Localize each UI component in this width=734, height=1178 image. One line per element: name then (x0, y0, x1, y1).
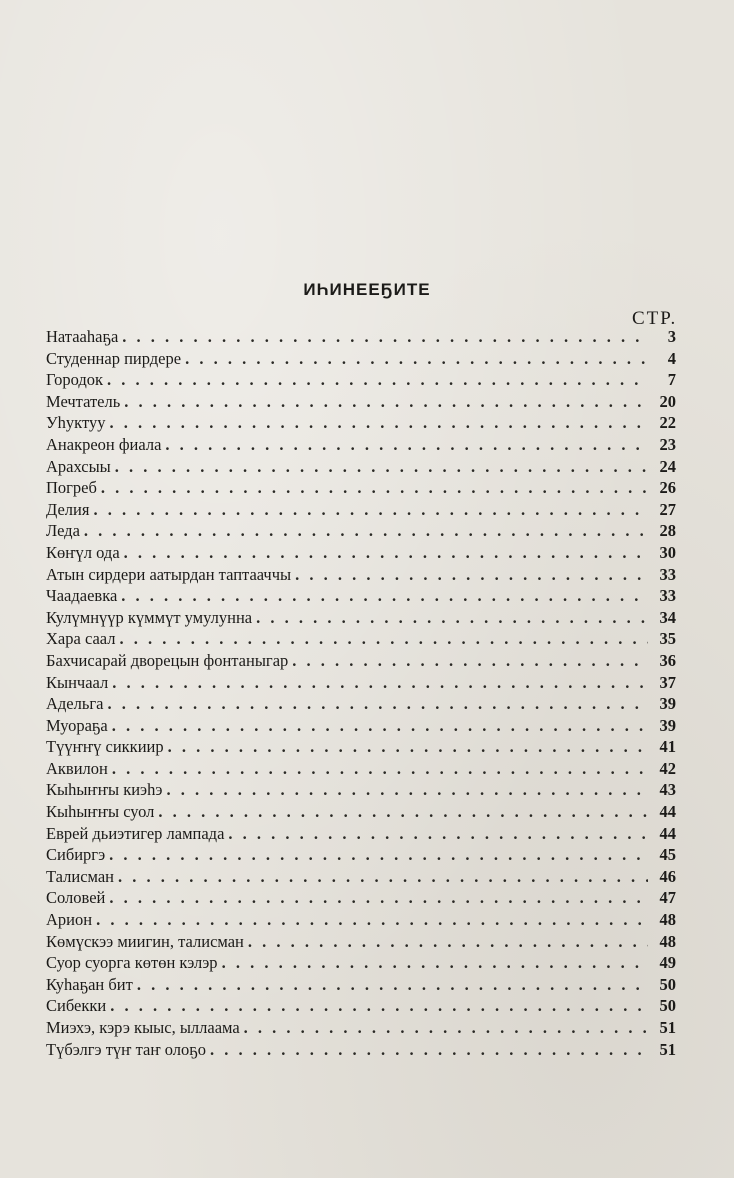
toc-entry-page-number: 39 (659, 694, 676, 714)
toc-entry (46, 866, 676, 888)
toc-entry (46, 542, 676, 564)
toc-entry (46, 499, 676, 521)
toc-entry-page-number: 34 (659, 607, 676, 627)
toc-entry-title: Атын сирдери аатырдан таптааччы (46, 564, 292, 584)
dot-leader (248, 931, 648, 953)
contents-heading: ИҺИНЕЕҔИТЕ (303, 280, 431, 299)
dot-leader (93, 499, 648, 521)
toc-entry-title: Мечтатель (46, 391, 121, 411)
toc-entry (46, 650, 676, 672)
dot-leader (112, 715, 648, 737)
toc-entry (46, 715, 676, 737)
toc-entry (46, 564, 676, 586)
toc-entry-page-number: 23 (659, 434, 676, 454)
toc-entry-page-number: 20 (659, 391, 676, 411)
toc-entry (46, 369, 676, 391)
dot-leader (228, 823, 648, 845)
toc-entry (46, 952, 676, 974)
dot-leader (121, 585, 648, 607)
toc-entry-page-number: 28 (659, 521, 676, 541)
toc-entry (46, 456, 676, 478)
toc-entry-title: Муораҕа (46, 715, 108, 735)
toc-entry-page-number: 33 (659, 564, 676, 584)
toc-entry (46, 779, 676, 801)
toc-entry (46, 672, 676, 694)
page-column-label: СТР. (632, 308, 678, 329)
toc-entry-title: Миэхэ, кэрэ кыыс, ыллаама (46, 1018, 240, 1037)
dot-leader (109, 887, 648, 909)
toc-entry-page-number: 30 (659, 542, 676, 562)
dot-leader (256, 607, 648, 629)
dot-leader (118, 866, 648, 888)
toc-entry-page-number: 45 (659, 845, 676, 865)
dot-leader (109, 844, 648, 866)
toc-entry-page-number: 36 (659, 650, 676, 670)
toc-entry-title: Погреб (46, 478, 97, 498)
toc-entry-title: Талисман (46, 866, 115, 886)
dot-leader (109, 412, 648, 434)
table-of-contents (46, 326, 676, 1060)
toc-entry (46, 412, 676, 434)
toc-entry-page-number: 27 (659, 499, 676, 519)
toc-entry-page-number: 24 (659, 456, 676, 476)
toc-entry-page-number: 51 (659, 1018, 676, 1037)
toc-entry-page-number: 39 (659, 715, 676, 735)
toc-entry-title: Хара саал (46, 629, 116, 649)
toc-entry-title: Арахсыы (46, 456, 111, 476)
dot-leader (122, 326, 648, 348)
toc-entry-title: Делия (46, 499, 90, 519)
dot-leader (124, 391, 648, 413)
dot-leader (107, 693, 648, 715)
toc-entry-title: Чаадаевка (46, 586, 118, 606)
toc-entry (46, 736, 676, 758)
toc-entry-title: Студеннар пирдере (46, 348, 182, 368)
dot-leader (107, 369, 648, 391)
toc-entry-page-number: 37 (659, 672, 676, 692)
toc-entry-page-number: 42 (659, 758, 676, 778)
toc-entry-page-number: 41 (659, 737, 676, 757)
dot-leader (137, 974, 648, 996)
dot-leader (210, 1039, 648, 1061)
toc-entry-page-number: 48 (659, 910, 676, 930)
dot-leader (110, 995, 648, 1017)
toc-entry-title: Соловей (46, 888, 106, 908)
dot-leader (84, 520, 648, 542)
toc-entry-title: Леда (46, 521, 80, 541)
dot-leader (120, 628, 649, 650)
dot-leader (112, 672, 648, 694)
toc-entry-title: Сибекки (46, 996, 107, 1016)
toc-entry-page-number: 50 (659, 996, 676, 1016)
toc-entry-title: Уһуктуу (46, 413, 106, 433)
dot-leader (112, 758, 648, 780)
toc-entry-page-number: 3 (667, 327, 676, 346)
toc-entry-title: Түүҥҥү сиккиир (46, 737, 164, 757)
toc-entry-page-number: 7 (667, 370, 676, 390)
toc-entry (46, 995, 676, 1017)
toc-entry (46, 628, 676, 650)
toc-entry-page-number: 44 (659, 823, 676, 843)
toc-entry-page-number: 48 (659, 931, 676, 951)
dot-leader (244, 1017, 648, 1039)
toc-entry (46, 607, 676, 629)
toc-entry (46, 909, 676, 931)
dot-leader (185, 348, 648, 370)
toc-entry-page-number: 35 (659, 629, 676, 649)
toc-entry-title: Городок (46, 370, 104, 390)
toc-entry (46, 326, 676, 348)
toc-entry-title: Кулүмнүүр күммүт умулунна (46, 607, 253, 627)
dot-leader (222, 952, 648, 974)
toc-entry-title: Анакреон фиала (46, 434, 162, 454)
dot-leader (168, 736, 648, 758)
toc-entry-page-number: 47 (659, 888, 676, 908)
dot-leader (165, 434, 648, 456)
dot-leader (115, 456, 648, 478)
toc-entry-title: Еврей дьиэтигер лампада (46, 823, 225, 843)
toc-entry (46, 887, 676, 909)
toc-entry-page-number: 51 (659, 1039, 676, 1059)
toc-entry-page-number: 4 (667, 348, 676, 368)
toc-entry (46, 520, 676, 542)
toc-entry-title: Адельга (46, 694, 104, 714)
toc-entry (46, 348, 676, 370)
toc-entry (46, 931, 676, 953)
toc-entry-page-number: 50 (659, 974, 676, 994)
toc-entry (46, 585, 676, 607)
toc-entry-title: Бахчисарай дворецын фонтаныгар (46, 650, 289, 670)
toc-entry-page-number: 26 (659, 478, 676, 498)
dot-leader (96, 909, 648, 931)
dot-leader (101, 477, 648, 499)
toc-entry-page-number: 43 (659, 780, 676, 800)
toc-entry-title: Көмүскээ миигин, талисман (46, 931, 244, 951)
toc-entry-title: Куһаҕан бит (46, 974, 133, 994)
toc-entry-page-number: 49 (659, 953, 676, 973)
toc-entry-title: Көҥүл ода (46, 542, 120, 562)
toc-entry (46, 477, 676, 499)
toc-entry (46, 693, 676, 715)
toc-entry-title: Арион (46, 910, 93, 930)
dot-leader (292, 650, 648, 672)
toc-entry (46, 758, 676, 780)
toc-entry-title: Кыһыҥҥы суол (46, 802, 155, 822)
toc-entry-page-number: 22 (659, 413, 676, 433)
toc-entry-page-number: 46 (659, 866, 676, 886)
toc-entry (46, 844, 676, 866)
toc-entry-page-number: 44 (659, 802, 676, 822)
dot-leader (158, 801, 648, 823)
dot-leader (166, 779, 648, 801)
toc-entry (46, 434, 676, 456)
toc-entry-title: Сибиргэ (46, 845, 106, 865)
toc-entry-title: Аквилон (46, 758, 108, 778)
toc-entry-title: Натааһаҕа (46, 327, 119, 346)
toc-entry (46, 801, 676, 823)
toc-entry-title: Суор суорга көтөн кэлэр (46, 953, 218, 973)
toc-entry-title: Кынчаал (46, 672, 109, 692)
toc-entry-title: Кыһыҥҥы киэһэ (46, 780, 163, 800)
toc-entry (46, 391, 676, 413)
toc-entry (46, 1039, 676, 1061)
toc-entry (46, 823, 676, 845)
toc-entry (46, 974, 676, 996)
dot-leader (295, 564, 648, 586)
dot-leader (124, 542, 648, 564)
toc-entry-title: Түбэлгэ түҥ таҥ олоҕо (46, 1039, 206, 1059)
toc-entry-page-number: 33 (659, 586, 676, 606)
toc-entry (46, 1017, 676, 1039)
